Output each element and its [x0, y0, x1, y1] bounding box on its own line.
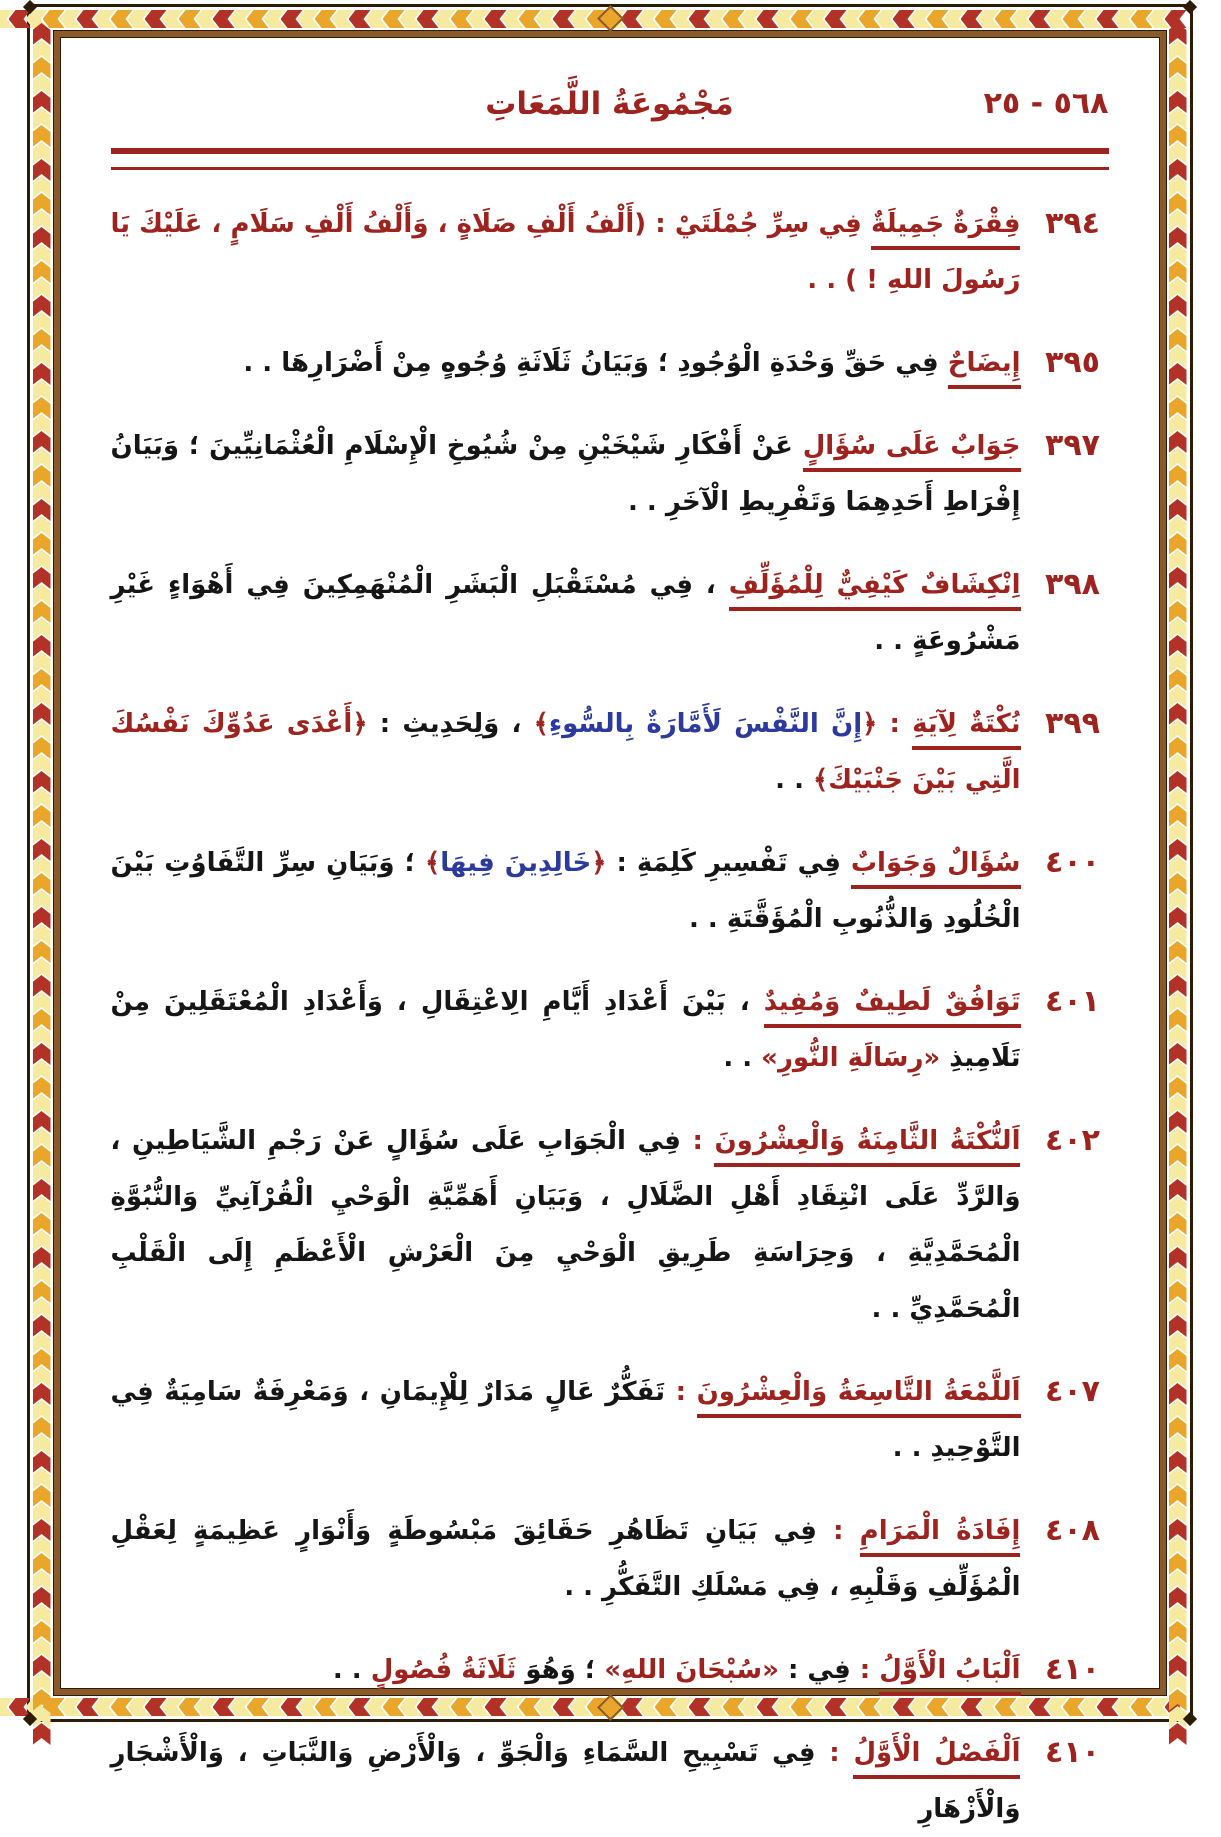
entry-text	[112, 335, 1022, 391]
page-content	[66, 42, 1156, 1824]
entry-segment: ؛ وَبَيَانِ سِرِّ التَّفَاوُتِ بَيْنَ الْخُلُودِ وَالذُّنُوبِ الْمُؤَقَّتَةِ . .	[111, 848, 1022, 934]
entry-text	[112, 1725, 1022, 1837]
entry-heading: نُكْتَةٌ لِآيَةِ	[913, 709, 1021, 750]
entry-segment: ؛ وَهُوَ	[517, 1655, 606, 1685]
entry-segment: فِي تَسْبِيحِ السَّمَاءِ وَالْجَوِّ ، وَالْأَرْضِ وَالنَّبَاتِ ، وَالْأَشْجَارِ وَالْأَزْهَارِ	[111, 1738, 1022, 1824]
entry-heading: اَلْبَابُ الْأَوَّلُ	[880, 1655, 1021, 1696]
entry-segment: «سُبْحَانَ اللهِ»	[605, 1655, 780, 1685]
entry-text	[112, 974, 1022, 1086]
entry-heading: سُؤَالٌ وَجَوَابٌ	[852, 848, 1022, 889]
entry-segment: ، بَيْنَ أَعْدَادِ أَيَّامِ الِاعْتِقَالِ ، وَأَعْدَادِ الْمُعْتَقَلِينَ مِنْ تَلَامِيذِ	[111, 987, 1022, 1073]
toc-entry	[112, 418, 1110, 530]
entry-number: ٤١٠	[1046, 1652, 1101, 1687]
entry-segment: ثَلَاثَةُ فُصُولٍ	[371, 1655, 518, 1685]
entry-segment: ﴿أَعْدَى عَدُوِّكَ نَفْسُكَ الَّتِي بَيْنَ جَنْبَيْكَ﴾	[111, 709, 1022, 795]
page-title: مَجْمُوعَةُ اللَّمَعَاتِ	[486, 86, 735, 122]
entry-segment: ، فِي مُسْتَقْبَلِ الْبَشَرِ الْمُنْهَمِكِينَ فِي أَهْوَاءٍ غَيْرِ مَشْرُوعَةٍ . .	[111, 570, 1022, 656]
entry-text	[112, 557, 1022, 669]
entry-number: ٣٩٨	[1046, 567, 1101, 602]
entry-heading: اَلْفَصْلُ الْأَوَّلُ	[854, 1738, 1021, 1779]
entry-segment: فِي تَفْسِيرِ كَلِمَةِ :	[607, 848, 852, 878]
entry-number: ٤٠٢	[1046, 1123, 1101, 1158]
entry-segment: فِي :	[779, 1655, 852, 1685]
entry-segment: عَنْ أَفْكَارِ شَيْخَيْنِ مِنْ شُيُوخِ الْإِسْلَامِ الْعُثْمَانِيِّينَ ؛ وَبَيَانُ إِفْرَاطِ أَحَدِهِمَا وَتَفْرِيطِ الْآخَرِ . .	[111, 431, 1022, 517]
entry-segment: فِي الْجَوَابِ عَلَى سُؤَالٍ عَنْ رَجْمِ الشَّيَاطِينِ ، وَالرَّدِّ عَلَى انْتِقَادِ أَهْلِ الضَّلَالِ ، وَبَيَانِ أَهَمِّيَّةِ الْوَحْيِ الْقُرْآنِيِّ وَالنُّبُوَّةِ الْمُحَمَّدِيَّةِ ، وَحِرَاسَةِ طَرِيقِ الْوَحْيِ مِنَ الْعَرْشِ الْأَعْظَمِ إِلَى الْقَلْبِ الْمُحَمَّدِيِّ . .	[111, 1126, 1022, 1324]
entry-text	[112, 835, 1022, 947]
entry-number: ٤٠١	[1046, 984, 1101, 1019]
entry-segment: :	[851, 1655, 881, 1685]
entry-heading: إِفَادَةُ الْمَرَامِ	[861, 1516, 1022, 1557]
entry-segment: . .	[776, 765, 814, 795]
entry-heading: جَوَابٌ عَلَى سُؤَالٍ	[804, 431, 1022, 472]
toc-entry	[112, 835, 1110, 947]
entry-number: ٣٩٩	[1046, 706, 1101, 741]
entry-text	[112, 418, 1022, 530]
toc-entry	[112, 1364, 1110, 1476]
entry-text	[112, 1642, 1022, 1698]
toc-entry	[112, 696, 1110, 808]
entry-heading: فِقْرَةٌ جَمِيلَةٌ	[872, 209, 1022, 250]
chain-border-right-icon	[1170, 28, 1188, 1698]
entry-segment: ﴾	[534, 709, 550, 739]
entry-segment: فِي سِرِّ جُمْلَتَيْ : (أَلْفُ أَلْفِ صَلَاةٍ ، وَأَلْفُ أَلْفِ سَلَامٍ ، عَلَيْكَ يَا رَسُولَ اللهِ ! ) . .	[111, 209, 1022, 295]
page-number: ٥٦٨ - ٢٥	[984, 86, 1110, 121]
entry-segment: : ﴿	[863, 709, 914, 739]
toc-entry	[112, 1725, 1110, 1837]
entry-segment: تَفَكُّرٌ عَالٍ مَدَارٌ لِلْإِيمَانِ ، وَمَعْرِفَةٌ سَامِيَةٌ فِي التَّوْحِيدِ . .	[111, 1377, 1022, 1463]
chain-link-icon	[1170, 1723, 1188, 1745]
entry-segment: «رِسَالَةِ النُّورِ»	[762, 1043, 942, 1073]
toc-entry	[112, 335, 1110, 391]
chain-border-left-icon	[34, 28, 52, 1698]
entry-segment: :	[816, 1738, 855, 1768]
toc-entry	[112, 196, 1110, 308]
entry-segment: :	[681, 1126, 716, 1156]
entry-segment: ﴿	[592, 848, 608, 878]
entry-text	[112, 1364, 1022, 1476]
toc-entry	[112, 1642, 1110, 1698]
book-page	[24, 0, 1198, 1824]
entry-text	[112, 1503, 1022, 1615]
toc-entry	[112, 1503, 1110, 1615]
entry-segment: فِي حَقِّ وَحْدَةِ الْوُجُودِ ؛ وَبَيَانُ ثَلَاثَةِ وُجُوهٍ مِنْ أَضْرَارِهَا . .	[244, 348, 949, 378]
entry-number: ٤٠٠	[1046, 845, 1101, 880]
entry-number: ٣٩٥	[1046, 345, 1101, 380]
entry-text	[112, 696, 1022, 808]
entry-number: ٣٩٧	[1046, 428, 1101, 463]
entry-segment: ﴾	[426, 848, 442, 878]
entry-number: ٤١٠	[1046, 1735, 1101, 1770]
entry-heading: إِيضَاحٌ	[949, 348, 1022, 389]
entry-heading: اَلنُّكْتَةُ الثَّامِنَةُ وَالْعِشْرُونَ	[715, 1126, 1021, 1167]
entry-segment: فِي بَيَانِ تَظَاهُرِ حَقَائِقَ مَبْسُوطَةٍ وَأَنْوَارٍ عَظِيمَةٍ لِعَقْلِ الْمُؤَلِّفِ وَقَلْبِهِ ، فِي مَسْلَكِ التَّفَكُّرِ . .	[111, 1516, 1022, 1602]
entry-text	[112, 196, 1022, 308]
entry-number: ٤٠٧	[1046, 1374, 1101, 1409]
chain-link-icon	[34, 1723, 52, 1745]
entry-heading: اِنْكِشَافٌ كَيْفِيٌّ لِلْمُؤَلِّفِ	[730, 570, 1022, 611]
toc-entry	[112, 974, 1110, 1086]
entry-segment: :	[666, 1377, 698, 1407]
toc-entries	[112, 196, 1110, 1837]
entry-heading: اَللَّمْعَةُ التَّاسِعَةُ وَالْعِشْرُونَ	[698, 1377, 1022, 1418]
entry-segment: :	[817, 1516, 861, 1546]
entry-segment: . .	[333, 1655, 372, 1685]
entry-segment: . .	[724, 1043, 763, 1073]
entry-number: ٣٩٤	[1046, 206, 1101, 241]
toc-entry	[112, 557, 1110, 669]
page-header	[112, 80, 1110, 136]
entry-segment: إِنَّ النَّفْسَ لَأَمَّارَةٌ بِالسُّوءِ	[549, 709, 864, 739]
entry-text	[112, 1113, 1022, 1337]
entry-segment: خَالِدِينَ فِيهَا	[441, 848, 593, 878]
entry-heading: تَوَافُقٌ لَطِيفٌ وَمُفِيدٌ	[765, 987, 1022, 1028]
entry-segment: ، وَلِحَدِيثِ :	[368, 709, 535, 739]
header-divider-rule	[112, 148, 1110, 170]
entry-number: ٤٠٨	[1046, 1513, 1101, 1548]
toc-entry	[112, 1113, 1110, 1337]
